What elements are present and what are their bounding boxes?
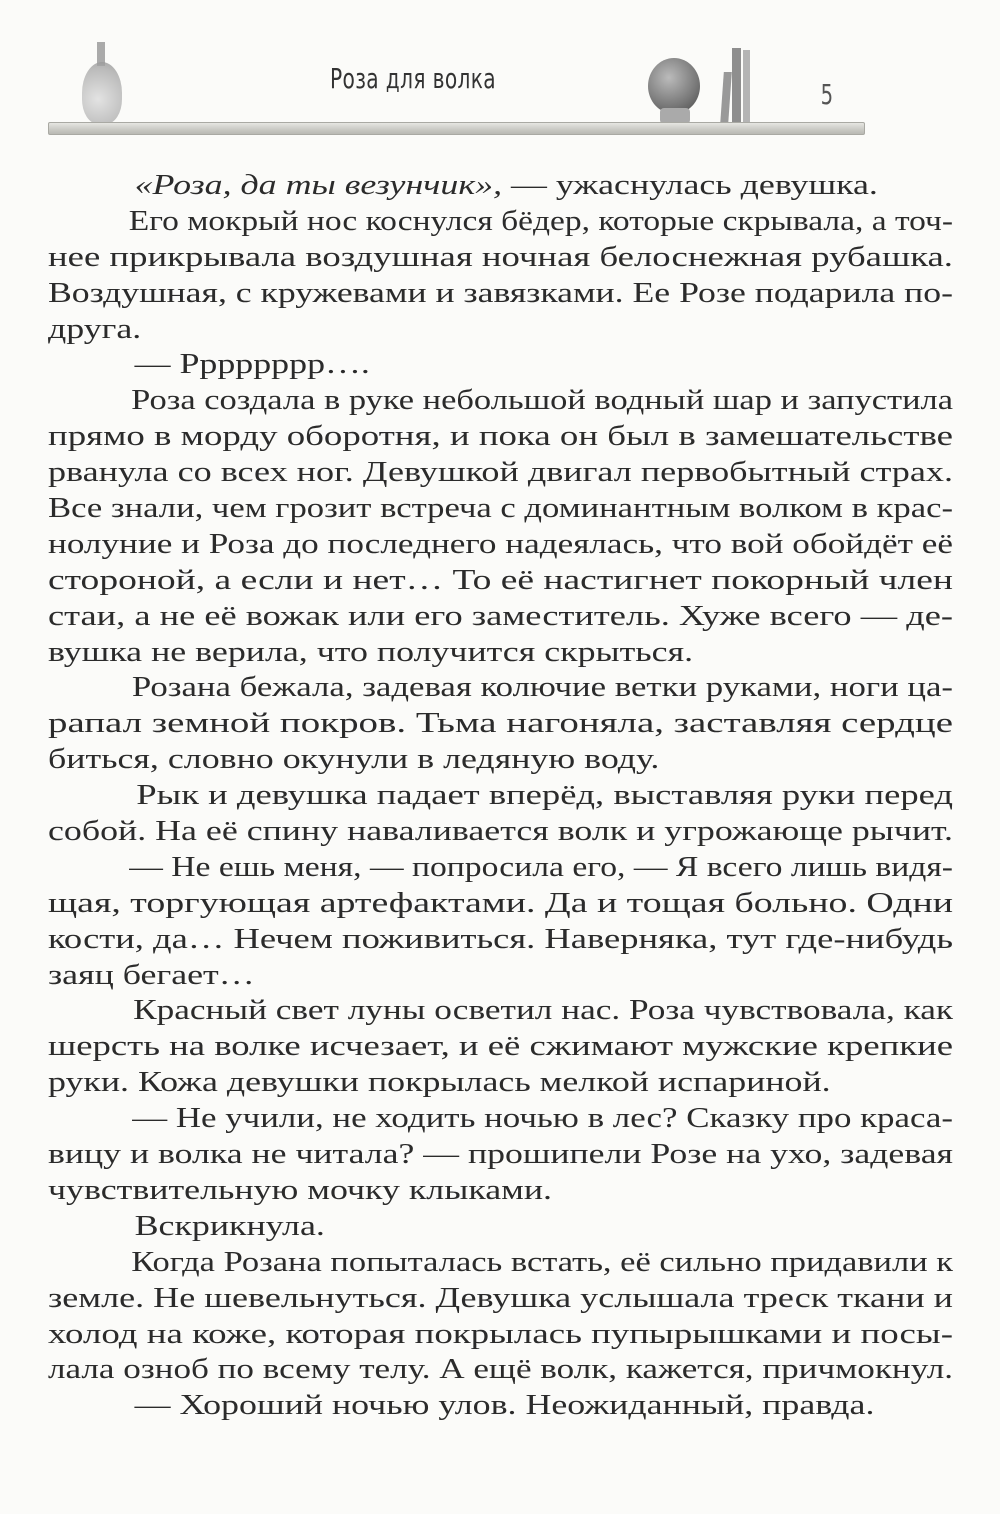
paragraph [48,850,953,994]
paragraph [48,1101,953,1209]
line-text: Роза создала в руке небольшой водный шар и запустила [131,384,954,417]
line-text: Когда Розана попыталась встать, её сильно придавили к [131,1245,954,1278]
paragraph [48,168,953,204]
text-line [48,850,1000,886]
line-text: вушка не верила, что получится скрыться. [48,635,694,668]
line-text: щая, торгующая артефактами. Да и тощая больно. Одни [48,886,953,919]
book-illustration [743,50,750,124]
text-line [48,491,1000,527]
book-illustration [720,72,732,124]
potion-bottle-illustration [82,62,122,124]
line-text: Вскрикнула. [134,1209,325,1242]
shelf-divider [48,122,865,135]
text-line [48,778,1000,814]
text-line [48,599,1000,635]
line-text: стаи, а не её вожак или его заместитель. Хуже всего — де- [48,599,953,632]
paragraph [48,993,953,1101]
line-text: — Хороший ночью улов. Неожиданный, правда. [134,1389,875,1422]
paragraph [48,1245,953,1389]
paragraph [48,778,953,850]
paragraph [48,204,953,348]
text-line [48,347,1000,383]
line-text: — Рррррррр…. [134,348,370,381]
paragraph [48,347,953,383]
text-line [48,993,1000,1029]
text-line [48,1209,1000,1245]
italic-quote: «Роза, да ты везунчик», [134,169,503,201]
text-line [48,1245,1000,1281]
text-line [48,670,1000,706]
text-line [48,814,1000,850]
line-text: нолуние и Роза до последнего надеялась, что вой обойдёт её [48,527,953,560]
line-text: Все знали, чем грозит встреча с доминантным волком в крас- [48,492,953,525]
paragraph [48,1209,953,1245]
text-line [48,635,1000,671]
page-number: 5 [820,78,834,111]
line-text: земле. Не шевельнуться. Девушка услышала треск ткани и [48,1281,953,1314]
line-text: — Не ешь меня, — попросила его, — Я всего лишь видя- [129,850,953,883]
text-line [48,419,1000,455]
line-text: стороной, а если и нет… То её настигнет покорный член [48,563,953,596]
text-line [48,886,1000,922]
line-text: Воздушная, с кружевами и завязками. Ее Розе подарила по- [48,276,953,309]
text-line [48,527,1000,563]
line-text: шерсть на волке исчезает, и её сжимают мужские крепкие [48,1030,953,1063]
page-header [0,0,1000,150]
line-text: собой. На её спину наваливается волк и угрожающе рычит. [48,815,953,848]
line-text: Рык и девушка падает вперёд, выставляя руки перед [136,779,953,812]
text-line [48,312,1000,348]
line-text: рапал земной покров. Тьма нагоняла, заставляя сердце [48,707,953,740]
text-line [48,958,1000,994]
line-text: Красный свет луны осветил нас. Роза чувствовала, как [133,994,953,1027]
text-line [48,383,1000,419]
text-line [48,742,1000,778]
text-line [48,168,1000,204]
text-line [48,240,1000,276]
text-line [48,706,1000,742]
line-text: кости, да… Нечем поживиться. Наверняка, тут где-нибудь [48,922,953,955]
line-text: заяц бегает… [48,958,255,991]
line-text: — ужаснулась девушка. [502,169,878,201]
line-text: рванула со всех ног. Девушкой двигал первобытный страх. [48,456,953,489]
line-text: лала озноб по всему телу. А ещё волк, кажется, причмокнул. [48,1353,953,1386]
text-line [48,1173,1000,1209]
line-text: друга. [48,312,142,345]
text-line [48,276,1000,312]
text-line [48,455,1000,491]
paragraph [48,670,953,778]
text-line [48,922,1000,958]
text-line [48,1317,1000,1353]
text-line [48,1065,1000,1101]
text-line [48,1281,1000,1317]
text-line [48,1388,1000,1424]
line-text: нее прикрывала воздушная ночная белоснежная рубашка. [48,240,953,273]
running-title: Роза для волка [330,62,497,95]
text-line [48,1137,1000,1173]
line-text: Его мокрый нос коснулся бёдер, которые скрывала, а точ- [128,204,954,237]
line-text: биться, словно окунули в ледяную воду. [48,743,660,776]
line-text: вицу и волка не читала? — прошипели Розе на ухо, задевая [48,1138,953,1171]
text-line [48,1352,1000,1388]
text-line [48,204,1000,240]
text-line [48,1029,1000,1065]
paragraph [48,383,953,670]
line-text: — Не учили, не ходить ночью в лес? Сказку про краса- [132,1102,953,1135]
body-text [48,168,953,1424]
line-text: чувствительную мочку клыками. [48,1173,553,1206]
line-text: прямо в морду оборотня, и пока он был в замешательстве [48,420,953,453]
paragraph [48,1388,953,1424]
line-text: Розана бежала, задевая колючие ветки руками, ноги ца- [131,671,954,704]
text-line [48,1101,1000,1137]
crystal-ball-illustration [648,58,700,114]
book-illustration [732,48,741,124]
line-text: холод на коже, которая покрылась пупырышками и посы- [48,1317,953,1350]
text-line [48,563,1000,599]
line-text: руки. Кожа девушки покрылась мелкой испариной. [48,1066,831,1099]
